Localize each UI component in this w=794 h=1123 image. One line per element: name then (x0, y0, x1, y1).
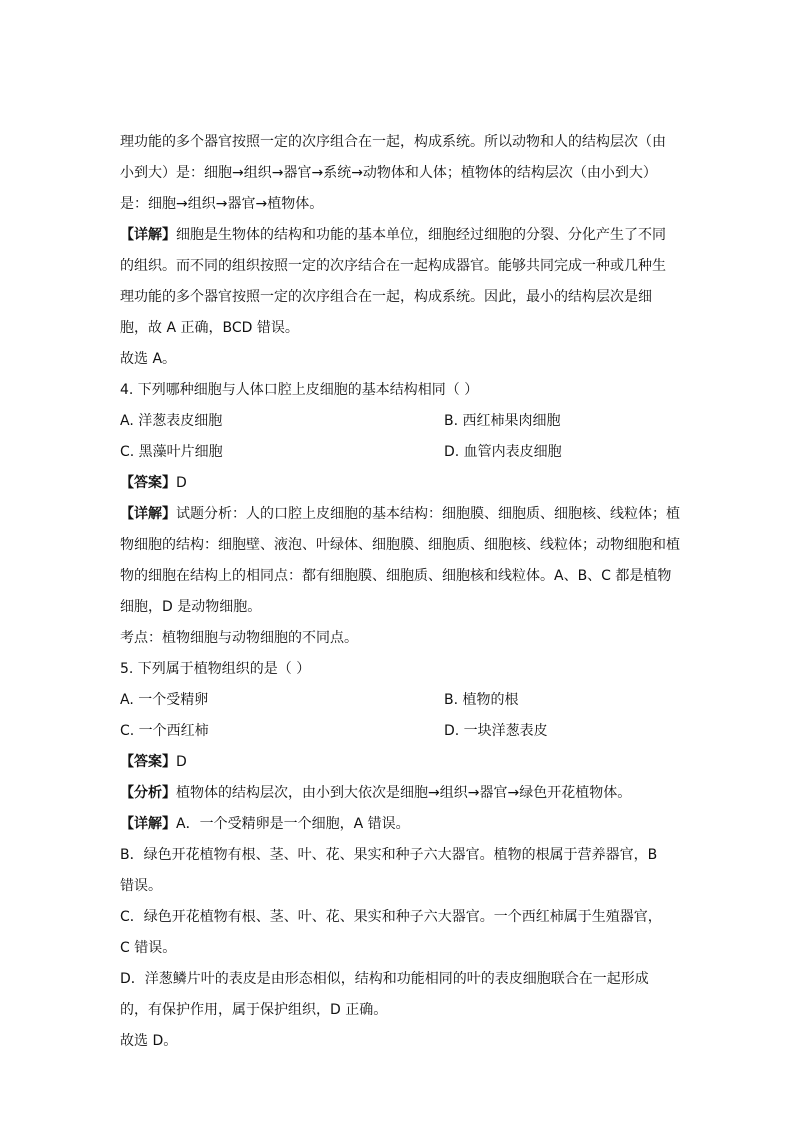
detail-label: 【详解】 (120, 816, 176, 832)
q4-detail-line-3: 物的细胞在结构上的相同点：都有细胞膜、细胞质、细胞核和线粒体。A、B、C 都是植物 (120, 568, 672, 584)
answer-label: 【答案】 (120, 475, 176, 491)
q3-detail-line-2: 的组织。而不同的组织按照一定的次序结合在一起构成器官。能够共同完成一种或几种生 (120, 258, 666, 274)
q5-option-b: B. 植物的根 (444, 692, 519, 708)
q3-analysis-line-1: 理功能的多个器官按照一定的次序组合在一起，构成系统。所以动物和人的结构层次（由 (120, 134, 666, 150)
q5-option-a: A. 一个受精卵 (120, 692, 209, 708)
q3-analysis-line-2: 小到大）是：细胞→组织→器官→系统→动物体和人体；植物体的结构层次（由小到大） (120, 165, 657, 181)
q4-option-b: B. 西红柿果肉细胞 (444, 413, 561, 429)
answer-label: 【答案】 (120, 754, 176, 770)
q3-detail-line-3: 理功能的多个器官按照一定的次序组合在一起，构成系统。因此，最小的结构层次是细 (120, 289, 652, 305)
q5-detail-b-line-1: B．绿色开花植物有根、茎、叶、花、果实和种子六大器官。植物的根属于营养器官，B (120, 847, 658, 863)
q4-kaodian: 考点：植物细胞与动物细胞的不同点。 (120, 630, 358, 646)
q5-detail-c-line-2: C 错误。 (120, 940, 177, 956)
q4-option-c: C. 黑藻叶片细胞 (120, 444, 223, 460)
q4-option-d: D. 血管内表皮细胞 (444, 444, 562, 460)
q5-answer: 【答案】D (120, 754, 187, 770)
detail-label: 【详解】 (120, 227, 176, 243)
q3-choice: 故选 A。 (120, 351, 177, 367)
q5-option-d: D. 一块洋葱表皮 (444, 723, 548, 739)
q5-analysis: 【分析】植物体的结构层次，由小到大依次是细胞→组织→器官→绿色开花植物体。 (120, 785, 632, 801)
q5-detail-b-line-2: 错误。 (120, 878, 162, 894)
q4-detail-line-4: 细胞，D 是动物细胞。 (120, 599, 262, 615)
q5-detail-c-line-1: C．绿色开花植物有根、茎、叶、花、果实和种子六大器官。一个西红柿属于生殖器官， (120, 909, 662, 925)
q5-detail-d-line-2: 的，有保护作用，属于保护组织，D 正确。 (120, 1002, 388, 1018)
q3-detail-line-1: 【详解】细胞是生物体的结构和功能的基本单位，细胞经过细胞的分裂、分化产生了不同 (120, 227, 666, 243)
analysis-label: 【分析】 (120, 785, 176, 801)
q3-detail-line-4: 胞，故 A 正确，BCD 错误。 (120, 320, 299, 336)
q5-option-c: C. 一个西红柿 (120, 723, 209, 739)
q4-stem: 4. 下列哪种细胞与人体口腔上皮细胞的基本结构相同（ ） (120, 382, 479, 398)
q4-option-a: A. 洋葱表皮细胞 (120, 413, 223, 429)
q5-stem: 5. 下列属于植物组织的是（ ） (120, 661, 311, 677)
q5-choice: 故选 D。 (120, 1033, 178, 1049)
q5-detail-d-line-1: D．洋葱鳞片叶的表皮是由形态相似，结构和功能相同的叶的表皮细胞联合在一起形成 (120, 971, 649, 987)
q4-detail-line-1: 【详解】试题分析：人的口腔上皮细胞的基本结构：细胞膜、细胞质、细胞核、线粒体；植 (120, 506, 680, 522)
q3-analysis-line-3: 是：细胞→组织→器官→植物体。 (120, 196, 324, 212)
q4-detail-line-2: 物细胞的结构：细胞壁、液泡、叶绿体、细胞膜、细胞质、细胞核、线粒体；动物细胞和植 (120, 537, 680, 553)
detail-label: 【详解】 (120, 506, 176, 522)
q5-detail-a: 【详解】A．一个受精卵是一个细胞，A 错误。 (120, 816, 410, 832)
q4-answer: 【答案】D (120, 475, 187, 491)
